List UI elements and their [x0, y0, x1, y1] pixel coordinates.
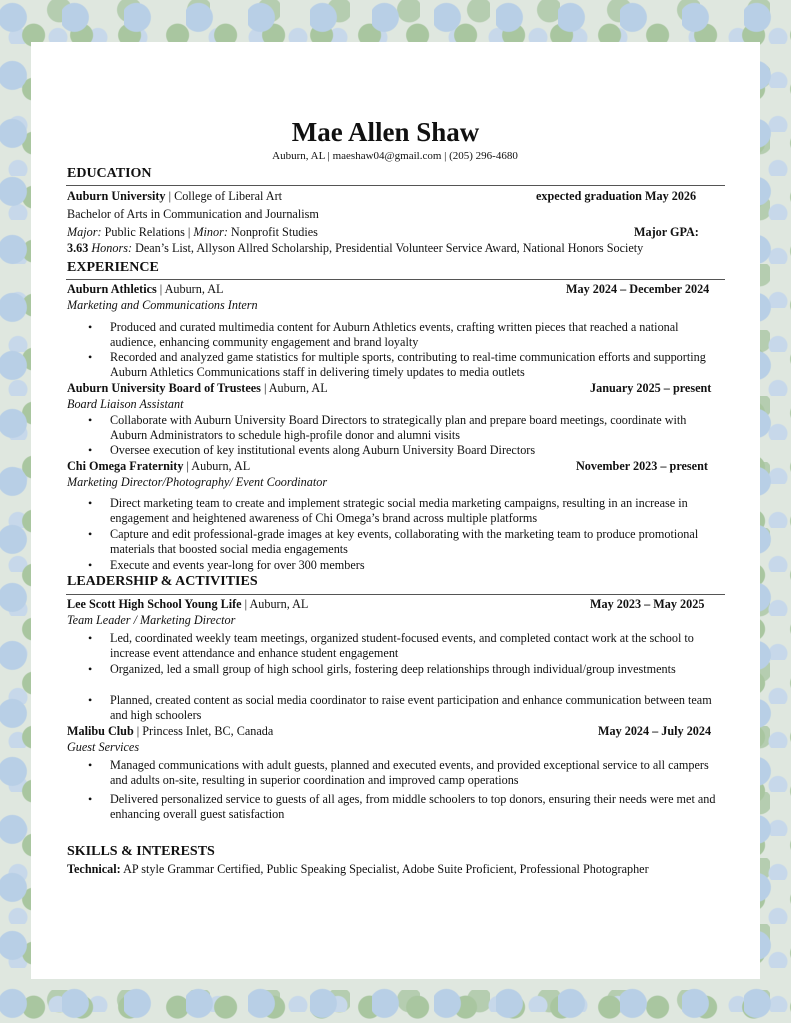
bullet-icon: •: [88, 320, 93, 334]
leadership-role: Team Leader / Marketing Director: [67, 613, 236, 627]
bullet-icon: •: [88, 631, 93, 645]
education-honors: 3.63 Honors: Dean’s List, Allyson Allred Scholarship, Presidential Volunteer Service Award, National Honors Society: [67, 241, 644, 255]
experience-org: Auburn University Board of Trustees | Auburn, AL: [67, 381, 328, 395]
leadership-bullet: Managed communications with adult guests, planned and executed events, and provided exceptional service to all campers and adults on-site, resulting in superior coordination and improved camp operations: [110, 758, 709, 788]
education-major: Major: Public Relations | Minor: Nonprofit Studies: [67, 225, 318, 239]
experience-date: May 2024 – December 2024: [566, 282, 710, 296]
education-heading: EDUCATION: [67, 166, 152, 181]
contact-line: Auburn, AL | maeshaw04@gmail.com | (205) 296-4680: [272, 150, 518, 162]
leadership-bullet: Organized, led a small group of high school girls, fostering deep relationships through individual/group investments: [110, 662, 676, 676]
experience-date: November 2023 – present: [576, 459, 708, 473]
education-school: Auburn University | College of Liberal Art: [67, 189, 283, 203]
bullet-icon: •: [88, 413, 93, 427]
experience-org: Chi Omega Fraternity | Auburn, AL: [67, 459, 251, 473]
education-rule: [66, 185, 725, 186]
leadership-date: May 2024 – July 2024: [598, 724, 712, 738]
experience-bullet: Execute and events year-long for over 300 members: [110, 558, 365, 572]
skills-line: Technical: AP style Grammar Certified, Public Speaking Specialist, Adobe Suite Proficient, Professional Photographer: [67, 862, 649, 876]
experience-org: Auburn Athletics | Auburn, AL: [67, 282, 224, 296]
education-gpa-label: Major GPA:: [634, 225, 699, 239]
education-degree: Bachelor of Arts in Communication and Journalism: [67, 207, 319, 221]
bullet-icon: •: [88, 527, 93, 541]
leadership-role: Guest Services: [67, 740, 140, 754]
bullet-icon: •: [88, 792, 93, 806]
education-date: expected graduation May 2026: [536, 189, 697, 203]
experience-rule: [66, 279, 725, 280]
experience-role: Marketing Director/Photography/ Event Coordinator: [67, 475, 328, 489]
leadership-bullet: Delivered personalized service to guests of all ages, from middle schoolers to top donors, ensuring their needs were met and enhancing overall guest satisfaction: [110, 792, 716, 822]
leadership-org: Lee Scott High School Young Life | Auburn, AL: [67, 597, 309, 611]
bullet-icon: •: [88, 350, 93, 364]
resume-name: Mae Allen Shaw: [291, 117, 480, 147]
bullet-icon: •: [88, 496, 93, 510]
experience-bullet: Capture and edit professional-grade images at key events, collaborating with the marketing team to produce promotional materials that boosted social media engagements: [110, 527, 699, 557]
bullet-icon: •: [88, 693, 93, 707]
experience-bullet: Collaborate with Auburn University Board Directors to strategically plan and prepare board meetings, coordinate with Auburn Administrators to schedule high-profile donor and alumni visits: [110, 413, 687, 443]
experience-bullet: Direct marketing team to create and implement strategic social media marketing campaigns, resulting in an increase in engagement and heightened awareness of Chi Omega’s brand across multiple platforms: [110, 496, 688, 526]
leadership-rule: [66, 594, 725, 595]
experience-bullet: Produced and curated multimedia content for Auburn Athletics events, crafting written pieces that reached a national audience, enhancing community engagement and brand loyalty: [110, 320, 679, 350]
bullet-icon: •: [88, 758, 93, 772]
experience-role: Board Liaison Assistant: [67, 397, 184, 411]
experience-date: January 2025 – present: [590, 381, 712, 395]
bullet-icon: •: [88, 443, 93, 457]
experience-bullet: Recorded and analyzed game statistics for multiple sports, contributing to real-time communication efforts and supporting Auburn Athletics Communications staff in delivering timely updates to media outlets: [110, 350, 706, 380]
bullet-icon: •: [88, 662, 93, 676]
experience-bullet: Oversee execution of key institutional events along Auburn University Board Directors: [110, 443, 536, 457]
leadership-heading: LEADERSHIP & ACTIVITIES: [67, 574, 258, 589]
leadership-date: May 2023 – May 2025: [590, 597, 705, 611]
leadership-org: Malibu Club | Princess Inlet, BC, Canada: [67, 724, 274, 738]
bullet-icon: •: [88, 558, 93, 572]
experience-role: Marketing and Communications Intern: [67, 298, 258, 312]
experience-heading: EXPERIENCE: [67, 260, 159, 275]
leadership-bullet: Led, coordinated weekly team meetings, organized student-focused events, and completed contact work at the school to increase event attendance and enhance student engagement: [110, 631, 694, 661]
leadership-bullet: Planned, created content as social media coordinator to raise event participation and enhance communication between team and high schoolers: [110, 693, 712, 723]
skills-heading: SKILLS & INTERESTS: [67, 844, 215, 859]
